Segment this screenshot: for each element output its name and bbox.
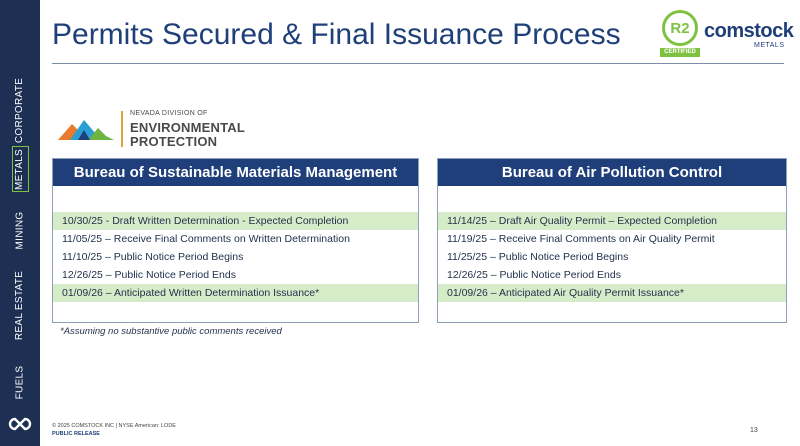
panel-sustainable-materials <box>52 158 419 323</box>
footnote: *Assuming no substantive public comments received <box>60 326 282 337</box>
timeline-row: 11/05/25 – Receive Final Comments on Written Determination <box>62 233 350 245</box>
ndep-line-3: PROTECTION <box>130 134 218 149</box>
page-number: 13 <box>750 427 758 434</box>
sidebar-item-mining[interactable] <box>0 208 40 252</box>
sidebar-item-corporate[interactable] <box>0 60 40 160</box>
ndep-mountains-icon <box>58 116 114 142</box>
panel-air-pollution-control <box>437 158 787 323</box>
r2-certified-badge <box>660 10 700 58</box>
comstock-infinity-logo-icon <box>8 416 32 432</box>
sidebar-item-real-estate[interactable] <box>0 270 40 340</box>
ndep-line-2: ENVIRONMENTAL <box>130 120 246 135</box>
r2-badge-label: R2 <box>670 19 690 37</box>
brand-logo-subtext: METALS <box>754 42 785 49</box>
panel-spacer <box>438 186 786 212</box>
panel-title: Bureau of Sustainable Materials Management <box>53 159 418 186</box>
timeline-row: 11/25/25 – Public Notice Period Begins <box>447 251 629 263</box>
timeline-row: 10/30/25 - Draft Written Determination - Expected Completion <box>53 212 418 230</box>
timeline-row: 11/19/25 – Receive Final Comments on Air Quality Permit <box>447 233 715 245</box>
timeline-row: 01/09/26 – Anticipated Air Quality Permit Issuance* <box>438 284 786 302</box>
sidebar-item-label: CORPORATE <box>14 77 26 143</box>
sidebar-item-label: METALS <box>14 148 26 190</box>
timeline-row: 12/26/25 – Public Notice Period Ends <box>447 269 621 281</box>
ndep-divider <box>121 111 123 147</box>
sidebar-item-metals[interactable] <box>0 146 40 192</box>
sidebar-item-label: MINING <box>14 211 26 249</box>
copyright-text: © 2025 COMSTOCK INC | NYSE American: LODE <box>52 423 176 429</box>
title-divider <box>52 63 784 64</box>
page-title: Permits Secured & Final Issuance Process <box>52 18 621 51</box>
sidebar-item-label: REAL ESTATE <box>14 270 26 340</box>
timeline-row: 01/09/26 – Anticipated Written Determination Issuance* <box>53 284 418 302</box>
brand-logo-text: comstock <box>704 20 794 42</box>
sidebar-item-label: FUELS <box>14 365 26 399</box>
timeline-row: 11/10/25 – Public Notice Period Begins <box>62 251 244 263</box>
r2-circle-icon <box>662 10 698 46</box>
timeline-row: 12/26/25 – Public Notice Period Ends <box>62 269 236 281</box>
timeline-row: 11/14/25 – Draft Air Quality Permit – Expected Completion <box>438 212 786 230</box>
r2-certified-label: CERTIFIED <box>660 48 700 57</box>
panel-title: Bureau of Air Pollution Control <box>438 159 786 186</box>
sidebar-item-fuels[interactable] <box>0 362 40 402</box>
sidebar-nav <box>0 0 40 446</box>
ndep-line-1: NEVADA DIVISION OF <box>130 110 208 117</box>
public-release-label: PUBLIC RELEASE <box>52 431 100 437</box>
panel-spacer <box>53 186 418 212</box>
